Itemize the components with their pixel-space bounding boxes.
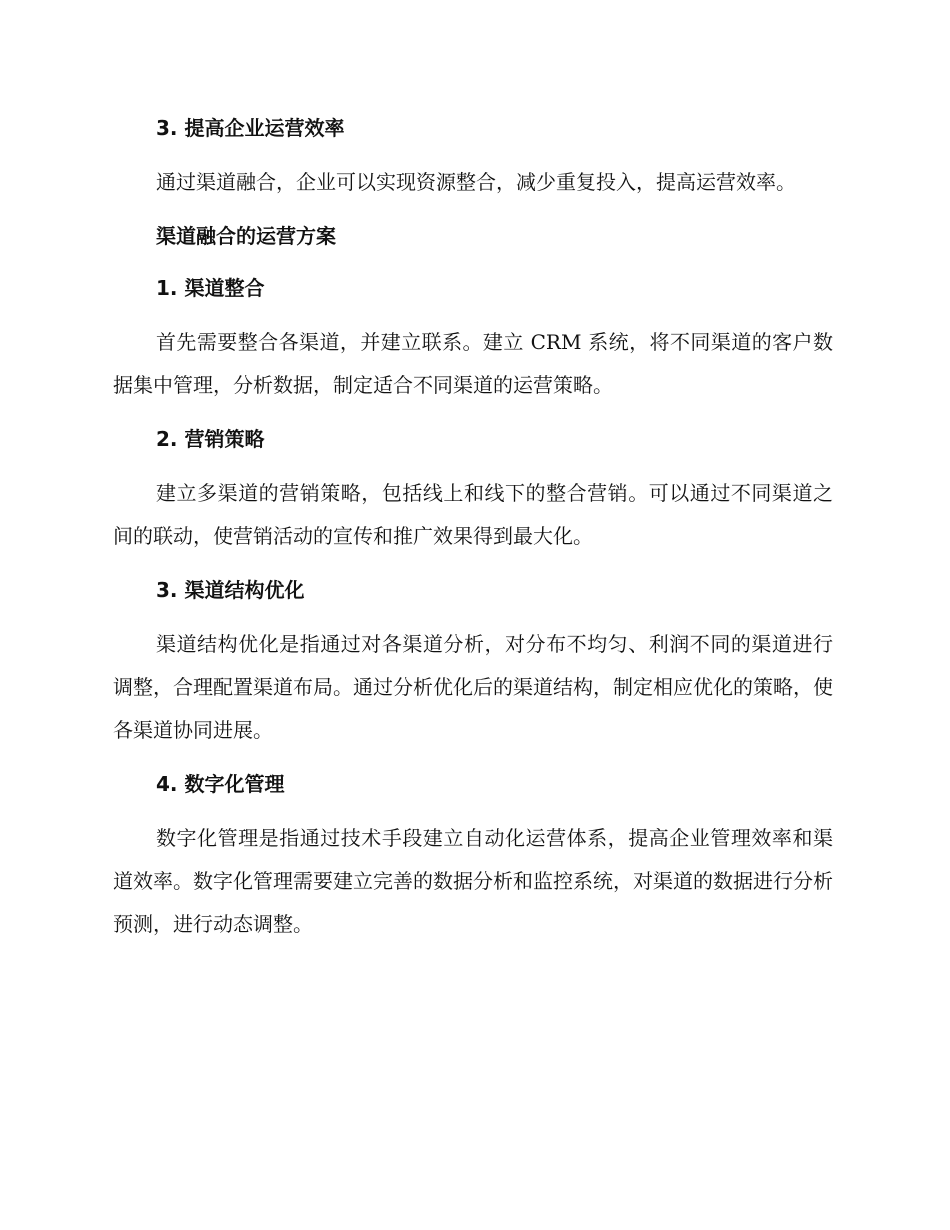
paragraph-structure-optimization: 渠道结构优化是指通过对各渠道分析，对分布不均匀、利润不同的渠道进行调整，合理配置渠道布局。通过分析优化后的渠道结构，制定相应优化的策略，使各渠道协同进展。 <box>113 632 833 742</box>
paragraph-marketing-strategy: 建立多渠道的营销策略，包括线上和线下的整合营销。可以通过不同渠道之间的联动，使营销活动的宣传和推广效果得到最大化。 <box>113 481 833 548</box>
section-heading-marketing-strategy: 2. 营销策略 <box>156 427 265 451</box>
paragraph-digital-management: 数字化管理是指通过技术手段建立自动化运营体系，提高企业管理效率和渠道效率。数字化管理需要建立完善的数据分析和监控系统，对渠道的数据进行分析预测，进行动态调整。 <box>113 826 833 936</box>
document-body <box>113 108 833 946</box>
paragraph-efficiency: 通过渠道融合，企业可以实现资源整合，减少重复投入，提高运营效率。 <box>156 170 796 194</box>
section-heading-efficiency: 3. 提高企业运营效率 <box>156 116 345 140</box>
section-heading-structure-optimization: 3. 渠道结构优化 <box>156 578 305 602</box>
paragraph-channel-integration: 首先需要整合各渠道，并建立联系。建立 CRM 系统，将不同渠道的客户数据集中管理，分析数据，制定适合不同渠道的运营策略。 <box>113 330 833 397</box>
section-heading-operation-plan: 渠道融合的运营方案 <box>156 224 336 248</box>
section-heading-digital-management: 4. 数字化管理 <box>156 772 285 796</box>
section-heading-channel-integration: 1. 渠道整合 <box>156 276 265 300</box>
